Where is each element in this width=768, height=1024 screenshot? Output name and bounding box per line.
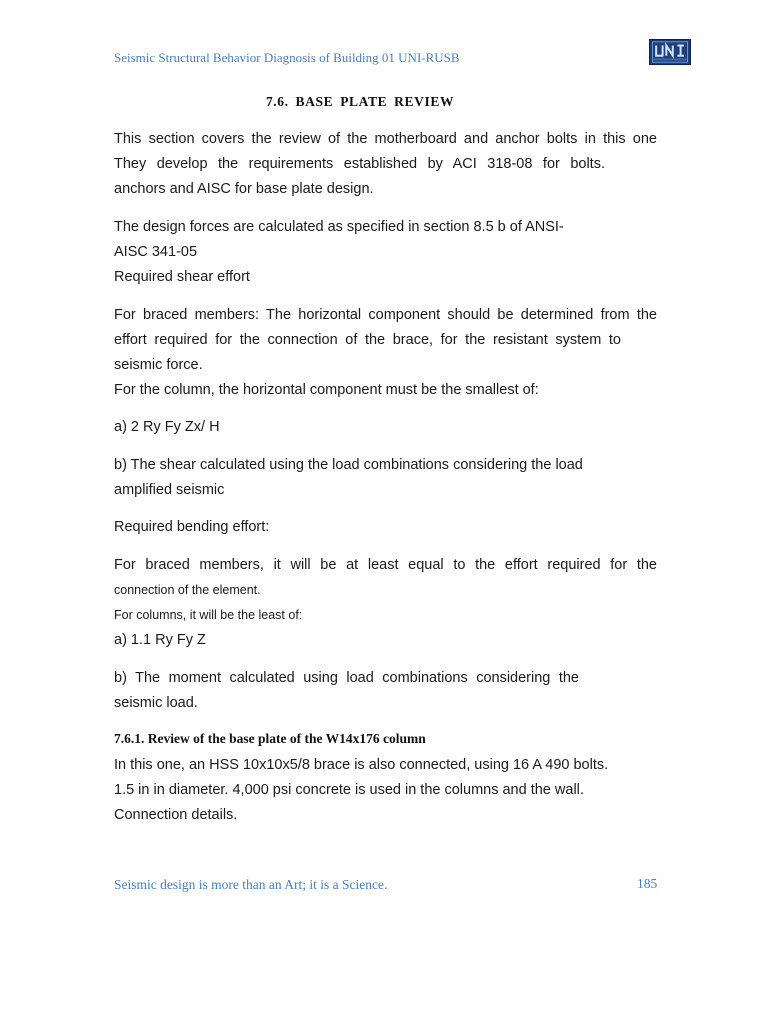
- item-a-formula: [114, 415, 657, 440]
- intro-paragraph: [114, 127, 657, 202]
- text-line: AISC 341-05: [114, 244, 198, 260]
- section-title: 7.6. BASE PLATE REVIEW: [265, 94, 455, 109]
- detail-paragraph: [114, 753, 657, 828]
- text-line: For the column, the horizontal component must be the smallest of:: [114, 382, 539, 398]
- text-line: a) 1.1 Ry Fy Z: [114, 632, 206, 648]
- text-line: a) 2 Ry Fy Zx/ H: [114, 419, 220, 435]
- text-line: This section covers the review of the motherboard and anchor bolts in this one: [114, 131, 657, 147]
- text-line: They develop the requirements established by ACI 318-08 for bolts.: [114, 156, 605, 172]
- forces-paragraph: [114, 215, 657, 290]
- text-line: In this one, an HSS 10x10x5/8 brace is also connected, using 16 A 490 bolts.: [114, 757, 609, 773]
- text-line: connection of the element.: [114, 583, 261, 597]
- text-line: For columns, it will be the least of:: [114, 608, 303, 622]
- uni-logo-icon: [649, 39, 691, 65]
- item-b-paragraph: [114, 453, 657, 503]
- bending-heading: [114, 515, 657, 540]
- braced-paragraph: [114, 303, 657, 403]
- running-header: Seismic Structural Behavior Diagnosis of Building 01 UNI-RUSB: [114, 50, 460, 65]
- text-line: b) The moment calculated using load combinations considering the: [114, 670, 579, 686]
- text-line: Required shear effort: [114, 269, 250, 285]
- text-line: The design forces are calculated as specified in section 8.5 b of ANSI-: [114, 219, 564, 235]
- page-number: 185: [637, 876, 658, 891]
- text-line: anchors and AISC for base plate design.: [114, 181, 374, 197]
- moment-paragraph: [114, 666, 657, 716]
- text-line: seismic force.: [114, 357, 203, 373]
- running-footer: Seismic design is more than an Art; it is a Science.: [114, 877, 388, 892]
- text-line: For braced members: The horizontal component should be determined from the: [114, 307, 657, 323]
- text-line: For braced members, it will be at least equal to the effort required for the: [114, 557, 657, 573]
- bending-paragraph: [114, 553, 657, 653]
- text-line: seismic load.: [114, 695, 198, 711]
- text-line: 1.5 in in diameter. 4,000 psi concrete is used in the columns and the wall.: [114, 782, 584, 798]
- text-line: Required bending effort:: [114, 519, 270, 535]
- logo-graphic: [650, 40, 690, 64]
- text-line: b) The shear calculated using the load combinations considering the load: [114, 457, 583, 473]
- subsection-title: 7.6.1. Review of the base plate of the W14x176 column: [114, 731, 426, 746]
- text-line: amplified seismic: [114, 482, 225, 498]
- text-line: Connection details.: [114, 807, 238, 823]
- text-line: effort required for the connection of the brace, for the resistant system to: [114, 332, 621, 348]
